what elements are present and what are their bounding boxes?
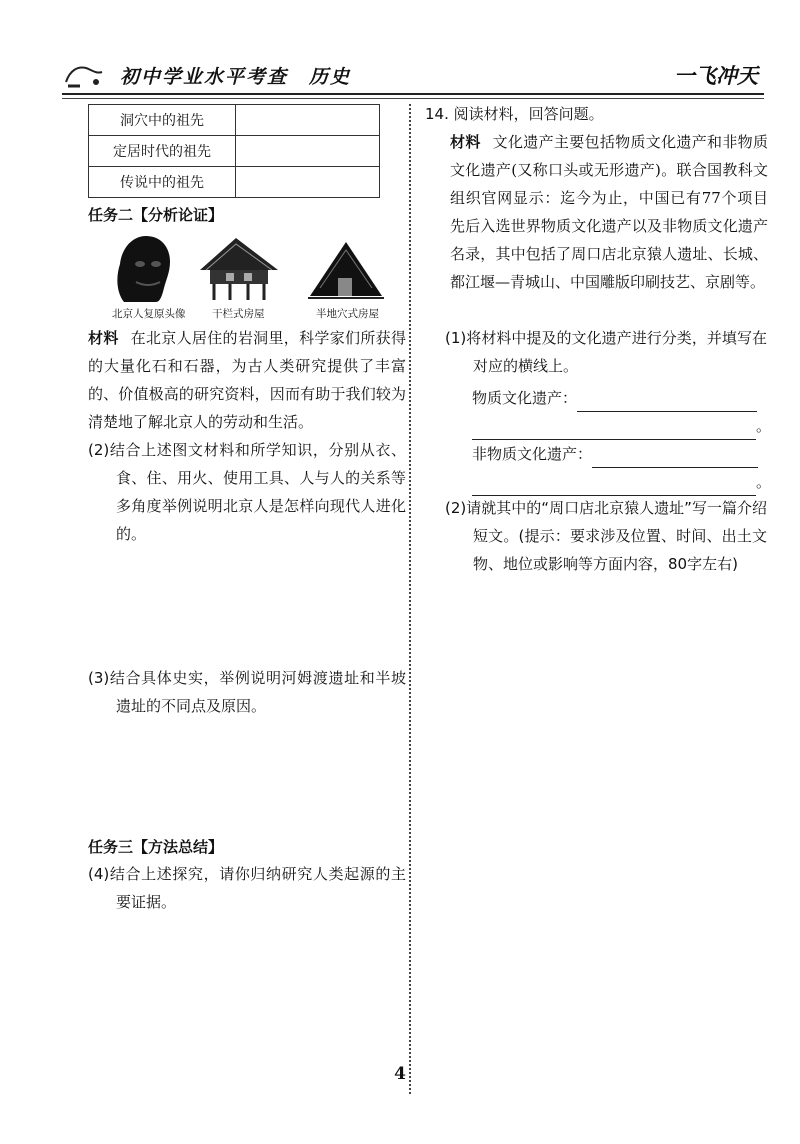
column-divider: [409, 104, 411, 1094]
page-header: [62, 58, 762, 102]
stilt-house-image: [196, 236, 282, 302]
header-title: 初中学业水平考查 历史: [120, 66, 352, 88]
task3-heading: 任务三【方法总结】: [88, 838, 224, 856]
period: 。: [756, 417, 772, 435]
caption-stilt-house: 干栏式房屋: [212, 308, 265, 320]
question-4: (4)结合上述探究，请你归纳研究人类起源的主要证据。: [88, 865, 406, 911]
q14-subquestion-2: (2)请就其中的“周口店北京猿人遗址”写一篇介绍短文。(提示：要求涉及位置、时间、出土文物、地位或影响等方面内容，80字左右): [445, 499, 767, 573]
page-number: 4: [394, 1064, 406, 1084]
q14-subquestion-1: (1)将材料中提及的文化遗产进行分类，并填写在对应的横线上。: [445, 329, 767, 375]
intangible-answer-line[interactable]: [592, 451, 758, 468]
table-cell-answer[interactable]: [236, 167, 380, 198]
table-cell-label: 传说中的祖先: [89, 167, 236, 198]
task2-material: [88, 324, 406, 436]
tangible-answer-line-2[interactable]: [472, 423, 756, 440]
table-cell-label: 定居时代的祖先: [89, 136, 236, 167]
question-14-title: 14. 阅读材料，回答问题。: [425, 105, 604, 123]
ancestor-table: [88, 104, 380, 198]
q14-material: [450, 128, 768, 296]
table-row: [89, 136, 380, 167]
header-rule-thin: [62, 98, 764, 99]
table-cell-answer[interactable]: [236, 105, 380, 136]
period: 。: [756, 473, 772, 491]
material-label: 材料: [88, 329, 119, 347]
header-rule: [62, 93, 764, 95]
caption-peking-man: 北京人复原头像: [112, 308, 186, 320]
question-3: (3)结合具体史实，举例说明河姆渡遗址和半坡遗址的不同点及原因。: [88, 669, 406, 715]
peking-man-head-image: [110, 232, 176, 304]
material-text: 文化遗产主要包括物质文化遗产和非物质文化遗产(又称口头或无形遗产)。联合国教科文组织官网显示：迄今为止，中国已有77个项目先后入选世界物质文化遗产以及非物质文化遗产名录，其中包括了周口店北京猿人遗址、长城、都江堰—青城山、中国雕版印刷技艺、京剧等。: [450, 133, 768, 291]
tangible-heritage-row-2: [472, 412, 772, 440]
question-2: (2)结合上述图文材料和所学知识，分别从衣、食、住、用火、使用工具、人与人的关系等多角度举例说明北京人是怎样向现代人进化的。: [88, 441, 406, 543]
task2-heading: 任务二【分析论证】: [88, 206, 224, 224]
table-cell-answer[interactable]: [236, 136, 380, 167]
material-label: 材料: [450, 133, 481, 151]
table-row: [89, 167, 380, 198]
tangible-answer-line[interactable]: [577, 395, 757, 412]
material-text: 在北京人居住的岩洞里，科学家们所获得的大量化石和石器，为古人类研究提供了丰富的、价值极高的研究资料，因而有助于我们较为清楚地了解北京人的劳动和生活。: [88, 329, 406, 431]
intangible-heritage-row: [472, 440, 772, 468]
semi-pit-house-image: [306, 238, 386, 302]
table-cell-label: 洞穴中的祖先: [89, 105, 236, 136]
table-row: [89, 105, 380, 136]
series-logo-icon: [62, 60, 106, 90]
brand-logo-text: 一飞冲天: [674, 63, 758, 88]
tangible-label: 物质文化遗产：: [472, 389, 578, 407]
caption-semi-pit-house: 半地穴式房屋: [316, 308, 379, 320]
tangible-heritage-row: [472, 384, 772, 412]
intangible-heritage-row-2: [472, 468, 772, 496]
intangible-label: 非物质文化遗产：: [472, 445, 593, 463]
